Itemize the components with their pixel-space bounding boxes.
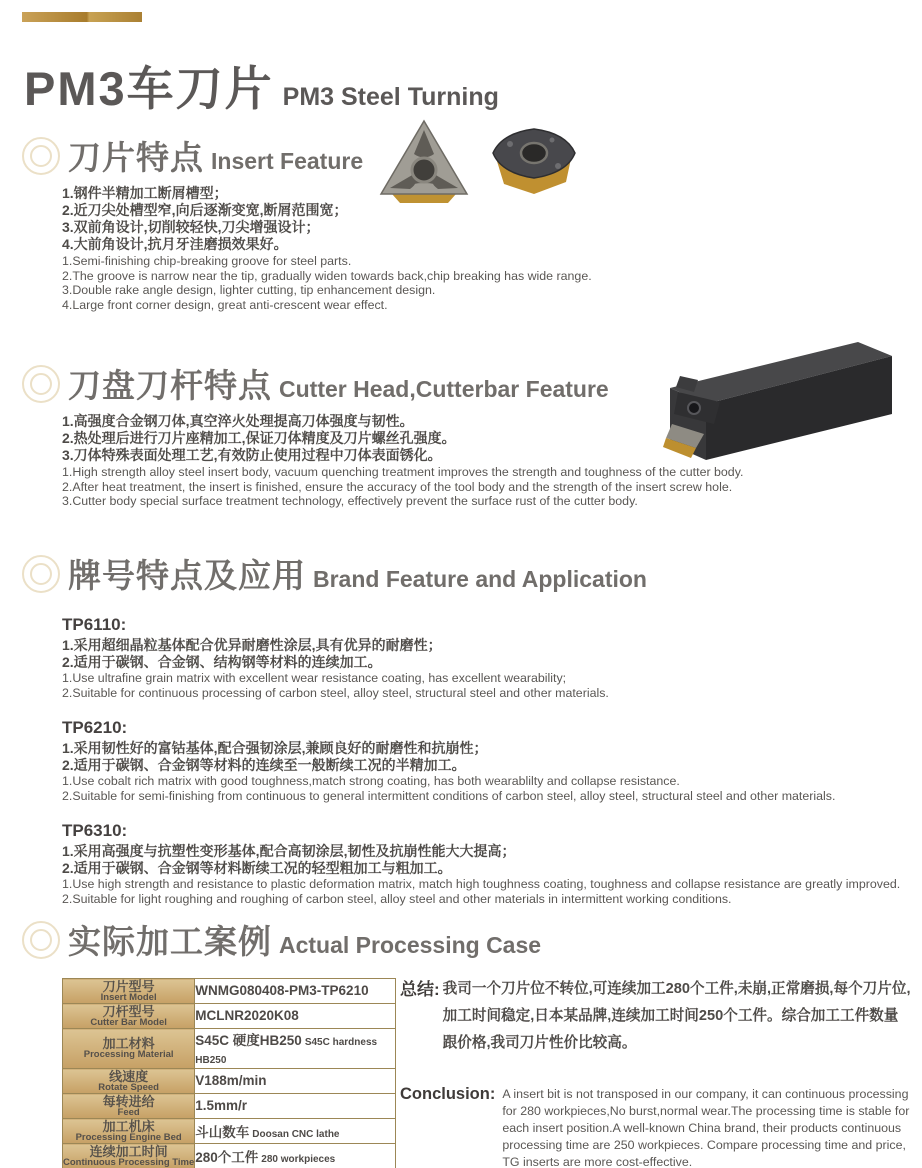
- conclusion-label: Conclusion:: [400, 1085, 496, 1103]
- cutterbar-en-list: [62, 465, 743, 509]
- section-heading-en: Actual Processing Case: [279, 932, 542, 958]
- list-item: 2.适用于碳钢、合金钢等材料的连续至一般断续工况的半精加工。: [62, 757, 466, 774]
- list-item: 2.The groove is narrow near the tip, gradually widen towards back,chip breaking has wide range.: [62, 268, 592, 283]
- rings-icon: [22, 137, 60, 175]
- row-label-en: Cutter Bar Model: [90, 1016, 167, 1028]
- row-value: WNMG080408-PM3-TP6210: [195, 983, 369, 998]
- row-label-en: Insert Model: [100, 991, 157, 1003]
- list-item: 4.大前角设计,抗月牙洼磨损效果好。: [62, 236, 288, 252]
- list-item: 1.Use cobalt rich matrix with good toughness,match strong coating, has both wearablilty and collapse resistance.: [62, 774, 680, 789]
- list-item: 1.高强度合金钢刀体,真空淬火处理提高刀体强度与韧性。: [62, 413, 414, 429]
- list-item: 2.适用于碳钢、合金钢、结构钢等材料的连续加工。: [62, 654, 382, 670]
- row-label-en: Processing Engine Bed: [75, 1131, 182, 1143]
- list-item: 1.High strength alloy steel insert body, vacuum quenching treatment improves the strength and toughness of the cutter body.: [62, 465, 744, 479]
- section-heading-zh: 刀片特点: [68, 139, 204, 176]
- list-item: 3.双前角设计,切削较轻快,刀尖增强设计；: [62, 219, 320, 235]
- grade-tp6210: [62, 718, 900, 803]
- row-label-en: Feed: [117, 1106, 140, 1118]
- row-value: V188m/min: [195, 1073, 267, 1088]
- list-item: 3.Double rake angle design, lighter cutting, tip enhancement design.: [62, 283, 436, 298]
- rings-icon: [22, 365, 60, 403]
- grade-name: TP6210:: [62, 718, 128, 738]
- section-processing-case: [22, 916, 541, 963]
- row-label-en: Continuous Processing Time: [63, 1156, 195, 1168]
- section-heading: [22, 916, 541, 963]
- row-label-zh: 加工材料: [102, 1036, 155, 1051]
- list-item: 1.Use high strength and resistance to plastic deformation matrix, match high toughness coating, toughness and collapse resistance are greatly improved.: [62, 877, 901, 892]
- list-item: 2.Suitable for continuous processing of carbon steel, alloy steel, structural steel and other materials.: [62, 685, 609, 700]
- page-title-zh: PM3车刀片: [24, 62, 274, 115]
- list-item: 2.适用于碳钢、合金钢等材料断续工况的轻型粗加工与粗加工。: [62, 860, 452, 877]
- row-label-en: Processing Material: [83, 1049, 174, 1060]
- page-title-en: PM3 Steel Turning: [282, 83, 499, 111]
- grade-tp6310: [62, 821, 900, 906]
- trigon-insert-image: [486, 126, 582, 200]
- row-value: 斗山数车: [195, 1124, 250, 1140]
- list-item: 3.Cutter body special surface treatment technology, effectively prevent the surface rust of the cutter body.: [62, 494, 638, 509]
- row-label-zh: 连续加工时间: [89, 1143, 168, 1159]
- section-heading-en: Insert Feature: [211, 148, 364, 174]
- list-item: 2.Suitable for semi-finishing from continuous to general intermittent conditions of carbon steel, alloy steel, structural steel and other materials.: [62, 788, 836, 803]
- list-item: 2.Suitable for light roughing and roughing of carbon steel, alloy steel and other materials in intermittent working conditions.: [62, 891, 732, 906]
- page-title: [24, 52, 499, 119]
- list-item: 1.采用高强度与抗塑性变形基体,配合高韧涂层,韧性及抗崩性能大大提高；: [62, 843, 516, 860]
- table-row-insert-model: [63, 979, 396, 1004]
- row-value-small: 280 workpieces: [261, 1153, 336, 1165]
- triangle-insert-image: [378, 118, 470, 204]
- row-value: MCLNR2020K08: [195, 1008, 299, 1023]
- summary-label: 总结:: [400, 980, 440, 999]
- summary-text: 我司一个刀片位不转位,可连续加工280个工件,未崩,正常磨损,每个刀片位,加工时间稳定,日本某品牌,连续加工时间250个工件。综合加工工件数量跟价格,我司刀片性价比较高。: [442, 981, 911, 1051]
- table-row-rotate-speed: [63, 1069, 396, 1094]
- table-row-processing-material: [63, 1029, 396, 1069]
- rings-icon: [22, 921, 60, 959]
- section-heading: [22, 550, 900, 597]
- row-value: 1.5mm/r: [195, 1098, 248, 1113]
- summary-block: [400, 976, 912, 1168]
- list-item: 3.刀体特殊表面处理工艺,有效防止使用过程中刀体表面锈化。: [62, 447, 442, 463]
- conclusion-text: A insert bit is not transposed in our company, it can continuous processing for 280 workpieces,No burst,normal wear.The processing time is stable for each insert position.A well-known China brand, their products continuous processing time are 250 workpieces. Compare processing time and price, TG inserts are more cost-effective.: [502, 1087, 910, 1168]
- section-brand-feature: [22, 550, 900, 907]
- accent-bar: [22, 12, 142, 22]
- list-item: 2.近刀尖处槽型窄,向后逐渐变宽,断屑范围宽；: [62, 202, 348, 218]
- list-item: 2.After heat treatment, the insert is finished, ensure the accuracy of the tool body and the strength of the insert screw hole.: [62, 479, 733, 494]
- row-label-zh: 每转进给: [102, 1093, 155, 1109]
- row-label-zh: 线速度: [109, 1068, 149, 1084]
- list-item: 4.Large front corner design, great anti-crescent wear effect.: [62, 297, 388, 312]
- cutter-bar-image: [636, 332, 908, 460]
- list-item: 1.采用超细晶粒基体配合优异耐磨性涂层,具有优异的耐磨性；: [62, 637, 442, 653]
- insert-feature-en-list: [62, 254, 592, 312]
- row-label-zh: 加工机床: [102, 1118, 155, 1134]
- table-row-feed: [63, 1094, 396, 1119]
- table-row-continuous-processing-time: [63, 1144, 396, 1168]
- row-label-zh: 刀片型号: [102, 978, 155, 994]
- row-value: S45C 硬度HB250: [195, 1033, 302, 1048]
- list-item: 1.Semi-finishing chip-breaking groove for steel parts.: [62, 254, 352, 268]
- table-row-processing-engine-bed: [63, 1119, 396, 1144]
- grade-name: TP6310:: [62, 821, 128, 841]
- row-value-small: S45C hardness HB250: [195, 1037, 378, 1066]
- list-item: 1.钢件半精加工断屑槽型；: [62, 185, 228, 201]
- list-item: 2.热处理后进行刀片座精加工,保证刀体精度及刀片螺丝孔强度。: [62, 430, 456, 446]
- rings-icon: [22, 555, 60, 593]
- row-label-en: Rotate Speed: [98, 1081, 159, 1093]
- row-value: 280个工件: [195, 1149, 259, 1165]
- conclusion-en: [400, 1086, 912, 1168]
- processing-case-table: [62, 978, 396, 1168]
- section-heading-en: Cutter Head,Cutterbar Feature: [279, 376, 609, 402]
- row-label-zh: 刀杆型号: [102, 1003, 155, 1019]
- list-item: 1.采用韧性好的富钴基体,配合强韧涂层,兼顾良好的耐磨性和抗崩性；: [62, 740, 488, 757]
- table-row-cutter-bar-model: [63, 1004, 396, 1029]
- row-value-small: Doosan CNC lathe: [252, 1128, 340, 1140]
- section-heading-zh: 牌号特点及应用: [68, 557, 306, 594]
- grade-name: TP6110:: [62, 615, 127, 634]
- section-heading-zh: 实际加工案例: [68, 923, 272, 960]
- list-item: 1.Use ultrafine grain matrix with excellent wear resistance coating, has excellent wearability;: [62, 671, 567, 685]
- summary-zh: [400, 976, 912, 1057]
- grade-tp6110: [62, 615, 900, 700]
- section-heading-en: Brand Feature and Application: [313, 566, 647, 592]
- section-heading-zh: 刀盘刀杆特点: [68, 367, 272, 404]
